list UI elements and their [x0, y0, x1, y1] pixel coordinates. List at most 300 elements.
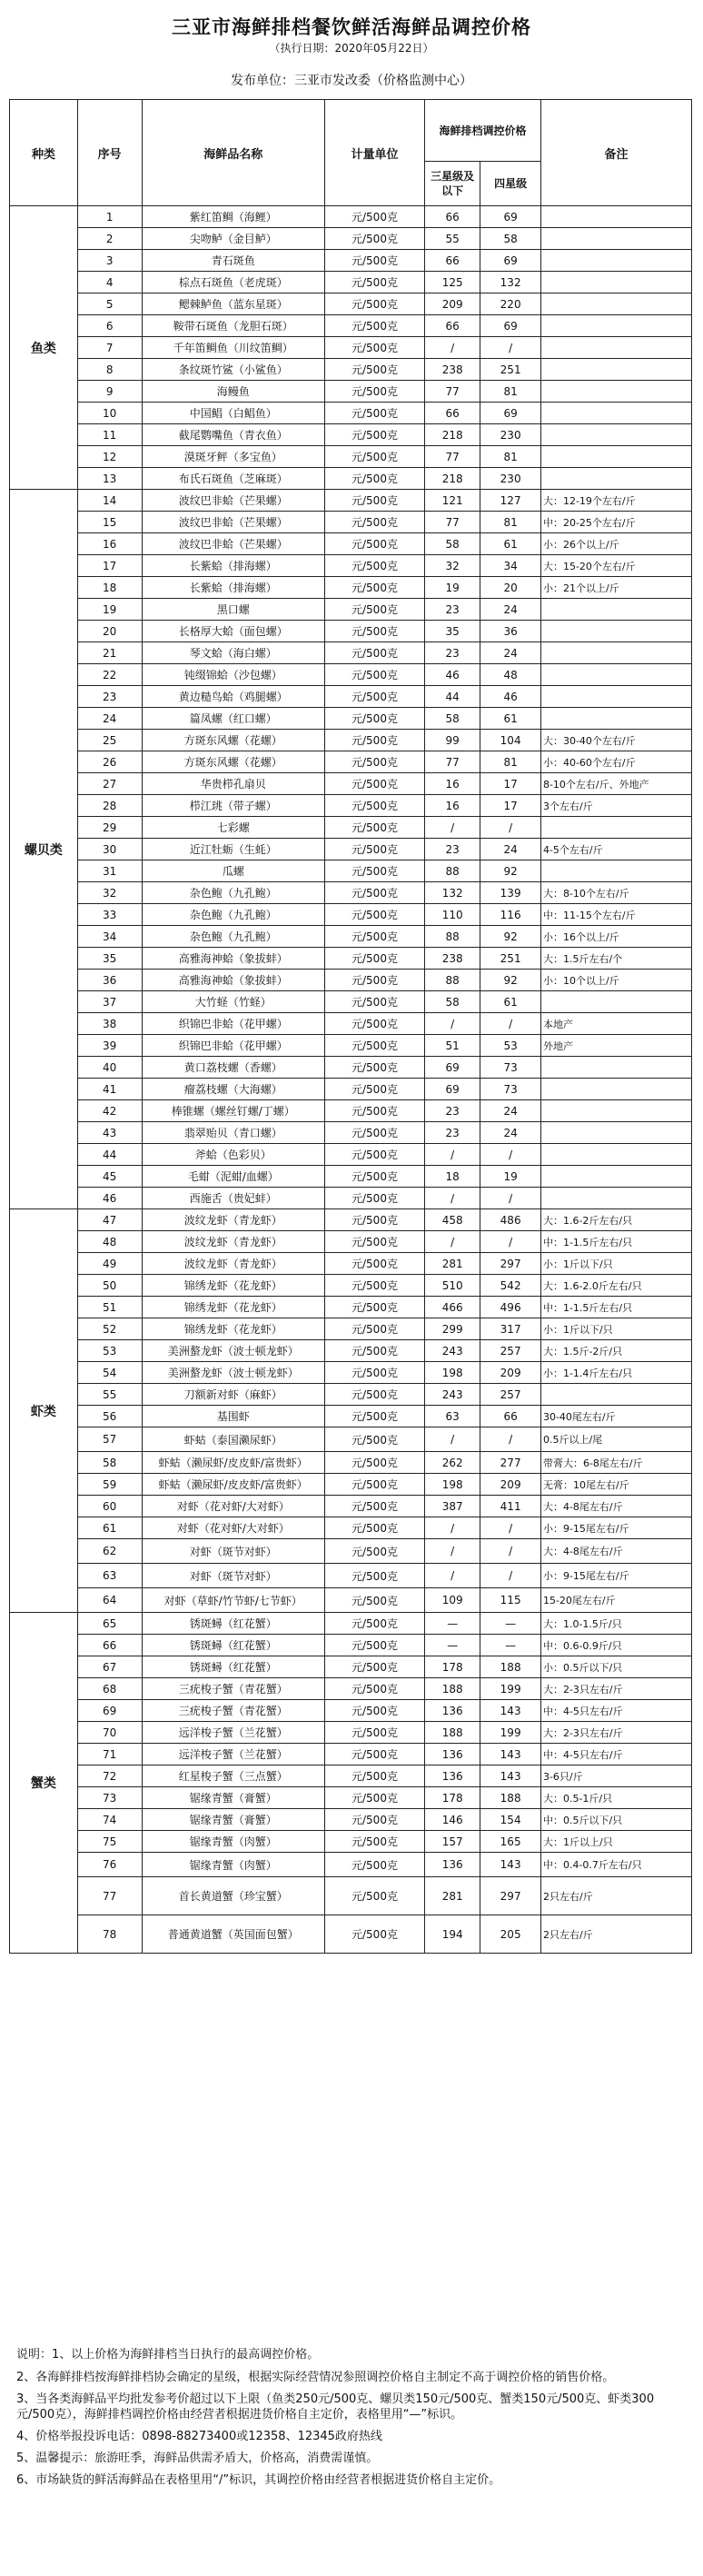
row-price-four-star: 165	[480, 1831, 541, 1853]
table-row	[10, 1831, 692, 1853]
row-unit: 元/500克	[324, 1144, 424, 1166]
row-unit: 元/500克	[324, 1166, 424, 1188]
note-line: 6、市场缺货的鲜活海鲜品在表格里用“/”标识，其调控价格由经营者根据进货价格自主定价。	[16, 2473, 501, 2487]
row-price-four-star: 24	[480, 1122, 541, 1144]
row-price-four-star: 251	[480, 948, 541, 970]
row-no: 52	[77, 1318, 142, 1340]
table-row	[10, 708, 692, 730]
row-remark: 8-10个左右/斤、外地产	[540, 773, 691, 795]
row-name: 对虾（斑节对虾）	[142, 1564, 324, 1588]
row-name: 三疣梭子蟹（青花蟹）	[142, 1700, 324, 1722]
row-no: 76	[77, 1853, 142, 1877]
row-name: 锦绣龙虾（花龙虾）	[142, 1297, 324, 1318]
table-row	[10, 599, 692, 621]
row-price-four-star: 69	[480, 206, 541, 228]
row-no: 33	[77, 904, 142, 926]
table-row	[10, 1209, 692, 1231]
row-unit: 元/500克	[324, 1831, 424, 1853]
row-price-three-star: /	[425, 1427, 480, 1452]
row-remark	[540, 621, 691, 642]
row-no: 41	[77, 1079, 142, 1100]
row-remark	[540, 1166, 691, 1188]
row-name: 鳃棘鲈鱼（蓝东星斑）	[142, 293, 324, 315]
row-price-three-star: 32	[425, 555, 480, 577]
row-price-three-star: 136	[425, 1700, 480, 1722]
row-price-three-star: 110	[425, 904, 480, 926]
row-name: 基围虾	[142, 1406, 324, 1427]
note-line: 2、各海鲜排档按海鲜排档协会确定的星级，根据实际经营情况参照调控价格自主制定不高于调控价格的销售价格。	[16, 2371, 615, 2384]
row-price-three-star: 281	[425, 1253, 480, 1275]
row-price-four-star: 58	[480, 228, 541, 250]
row-remark: 15-20尾左右/斤	[540, 1588, 691, 1613]
table-row	[10, 926, 692, 948]
row-name: 高雅海神蛤（象拔蚌）	[142, 970, 324, 991]
row-remark: 中：0.6-0.9斤/只	[540, 1635, 691, 1656]
row-name: 波纹巴非蛤（芒果螺）	[142, 512, 324, 533]
row-name: 远洋梭子蟹（兰花蟹）	[142, 1722, 324, 1744]
table-row	[10, 228, 692, 250]
row-name: 琴文蛤（海白螺）	[142, 642, 324, 664]
table-row	[10, 293, 692, 315]
row-no: 15	[77, 512, 142, 533]
table-row	[10, 359, 692, 381]
row-price-three-star: 157	[425, 1831, 480, 1853]
row-price-three-star: 458	[425, 1209, 480, 1231]
row-remark: 小：1斤以下/只	[540, 1253, 691, 1275]
row-name: 波纹龙虾（青龙虾）	[142, 1209, 324, 1231]
row-unit: 元/500克	[324, 1452, 424, 1474]
row-price-four-star: 230	[480, 468, 541, 490]
category-label: 虾类	[10, 1209, 78, 1613]
row-remark: 小：10个以上/斤	[540, 970, 691, 991]
row-unit: 元/500克	[324, 1496, 424, 1517]
row-unit: 元/500克	[324, 293, 424, 315]
row-remark	[540, 817, 691, 839]
row-remark: 3-6只/斤	[540, 1765, 691, 1787]
row-name: 对虾（花对虾/大对虾）	[142, 1496, 324, 1517]
row-no: 47	[77, 1209, 142, 1231]
row-name: 漠斑牙鲆（多宝鱼）	[142, 446, 324, 468]
row-price-four-star: 257	[480, 1340, 541, 1362]
row-remark: 大：1.5斤左右/个	[540, 948, 691, 970]
row-price-four-star: 20	[480, 577, 541, 599]
row-name: 锈斑蟳（红花蟹）	[142, 1656, 324, 1678]
row-price-four-star: 188	[480, 1787, 541, 1809]
row-name: 织锦巴非蛤（花甲螺）	[142, 1013, 324, 1035]
row-no: 2	[77, 228, 142, 250]
row-price-three-star: 178	[425, 1656, 480, 1678]
row-unit: 元/500克	[324, 403, 424, 424]
row-unit: 元/500克	[324, 1915, 424, 1954]
row-price-four-star: 81	[480, 751, 541, 773]
row-price-three-star: 66	[425, 315, 480, 337]
row-price-four-star: 61	[480, 533, 541, 555]
row-price-three-star: 23	[425, 642, 480, 664]
row-remark: 大：4-8尾左右/斤	[540, 1539, 691, 1564]
row-no: 17	[77, 555, 142, 577]
row-price-three-star: 77	[425, 751, 480, 773]
table-row	[10, 446, 692, 468]
row-price-three-star: /	[425, 1013, 480, 1035]
row-no: 8	[77, 359, 142, 381]
row-unit: 元/500克	[324, 1809, 424, 1831]
row-no: 39	[77, 1035, 142, 1057]
row-name: 瓜螺	[142, 860, 324, 882]
row-price-four-star: 92	[480, 970, 541, 991]
row-price-three-star: /	[425, 1231, 480, 1253]
row-no: 72	[77, 1765, 142, 1787]
row-unit: 元/500克	[324, 1231, 424, 1253]
row-no: 16	[77, 533, 142, 555]
table-row	[10, 1340, 692, 1362]
row-unit: 元/500克	[324, 926, 424, 948]
row-unit: 元/500克	[324, 1406, 424, 1427]
row-price-three-star: 35	[425, 621, 480, 642]
row-price-four-star: 92	[480, 860, 541, 882]
row-price-three-star: 66	[425, 403, 480, 424]
row-name: 华贵栉孔扇贝	[142, 773, 324, 795]
table-row	[10, 555, 692, 577]
note-line: 说明：1、以上价格为海鲜排档当日执行的最高调控价格。	[16, 2348, 320, 2362]
table-row	[10, 1787, 692, 1809]
row-remark: 小：1斤以下/只	[540, 1318, 691, 1340]
row-no: 56	[77, 1406, 142, 1427]
row-unit: 元/500克	[324, 1318, 424, 1340]
table-row	[10, 1166, 692, 1188]
row-name: 长紫蛤（排海螺）	[142, 577, 324, 599]
header-unit: 计量单位	[324, 100, 424, 206]
row-remark	[540, 250, 691, 272]
row-price-four-star: 297	[480, 1253, 541, 1275]
row-remark: 30-40尾左右/斤	[540, 1406, 691, 1427]
row-name: 棒锥螺（螺丝钉螺/丁螺）	[142, 1100, 324, 1122]
row-remark	[540, 228, 691, 250]
row-no: 22	[77, 664, 142, 686]
row-no: 42	[77, 1100, 142, 1122]
row-name: 织锦巴非蛤（花甲螺）	[142, 1035, 324, 1057]
row-price-three-star: 125	[425, 272, 480, 293]
row-price-three-star: 466	[425, 1297, 480, 1318]
row-price-three-star: 243	[425, 1384, 480, 1406]
row-price-three-star: 19	[425, 577, 480, 599]
row-remark: 大：1.0-1.5斤/只	[540, 1613, 691, 1635]
table-row	[10, 839, 692, 860]
table-row	[10, 1253, 692, 1275]
table-row	[10, 1100, 692, 1122]
row-no: 44	[77, 1144, 142, 1166]
table-row	[10, 664, 692, 686]
row-unit: 元/500克	[324, 642, 424, 664]
row-price-four-star: 116	[480, 904, 541, 926]
table-row	[10, 751, 692, 773]
row-name: 方斑东风螺（花螺）	[142, 751, 324, 773]
table-row	[10, 730, 692, 751]
header-three-star: 三星级及以下	[425, 162, 480, 206]
row-name: 西施舌（贵妃蚌）	[142, 1188, 324, 1209]
row-unit: 元/500克	[324, 991, 424, 1013]
row-remark: 本地产	[540, 1013, 691, 1035]
row-unit: 元/500克	[324, 1297, 424, 1318]
row-price-three-star: 88	[425, 970, 480, 991]
table-row	[10, 1722, 692, 1744]
row-name: 锦绣龙虾（花龙虾）	[142, 1275, 324, 1297]
row-unit: 元/500克	[324, 1656, 424, 1678]
row-name: 千年笛鲷鱼（川纹笛鲷）	[142, 337, 324, 359]
row-name: 海鳗鱼	[142, 381, 324, 403]
table-row	[10, 970, 692, 991]
row-price-four-star: /	[480, 1427, 541, 1452]
row-no: 28	[77, 795, 142, 817]
row-unit: 元/500克	[324, 206, 424, 228]
table-row	[10, 621, 692, 642]
row-price-four-star: /	[480, 1144, 541, 1166]
row-remark	[540, 708, 691, 730]
row-price-three-star: 188	[425, 1722, 480, 1744]
row-price-four-star: 46	[480, 686, 541, 708]
row-price-four-star: /	[480, 337, 541, 359]
row-price-four-star: 81	[480, 446, 541, 468]
row-name: 波纹龙虾（青龙虾）	[142, 1253, 324, 1275]
row-price-three-star: 387	[425, 1496, 480, 1517]
row-no: 24	[77, 708, 142, 730]
row-no: 60	[77, 1496, 142, 1517]
row-name: 截尾鹦嘴鱼（青衣鱼）	[142, 424, 324, 446]
row-remark	[540, 381, 691, 403]
row-remark: 中：0.5斤以下/只	[540, 1809, 691, 1831]
row-remark	[540, 1122, 691, 1144]
row-remark	[540, 860, 691, 882]
row-unit: 元/500克	[324, 424, 424, 446]
row-unit: 元/500克	[324, 1188, 424, 1209]
row-remark: 中：4-5只左右/斤	[540, 1700, 691, 1722]
row-unit: 元/500克	[324, 1539, 424, 1564]
row-price-four-star: /	[480, 1231, 541, 1253]
row-unit: 元/500克	[324, 315, 424, 337]
row-unit: 元/500克	[324, 577, 424, 599]
table-row	[10, 1144, 692, 1166]
row-no: 18	[77, 577, 142, 599]
row-price-three-star: 243	[425, 1340, 480, 1362]
row-unit: 元/500克	[324, 904, 424, 926]
header-name: 海鲜品名称	[142, 100, 324, 206]
row-price-three-star: 178	[425, 1787, 480, 1809]
table-row	[10, 817, 692, 839]
table-row	[10, 424, 692, 446]
row-unit: 元/500克	[324, 1564, 424, 1588]
notes-section	[16, 2347, 688, 2494]
row-remark: 小：16个以上/斤	[540, 926, 691, 948]
row-no: 59	[77, 1474, 142, 1496]
row-remark: 2只左右/斤	[540, 1877, 691, 1915]
row-no: 40	[77, 1057, 142, 1079]
row-price-four-star: 143	[480, 1853, 541, 1877]
row-unit: 元/500克	[324, 751, 424, 773]
row-remark: 小：26个以上/斤	[540, 533, 691, 555]
row-no: 51	[77, 1297, 142, 1318]
row-price-three-star: 88	[425, 860, 480, 882]
row-remark: 带膏大：6-8尾左右/斤	[540, 1452, 691, 1474]
row-name: 方斑东风螺（花螺）	[142, 730, 324, 751]
row-remark: 大：8-10个左右/斤	[540, 882, 691, 904]
table-row	[10, 272, 692, 293]
row-name: 棕点石斑鱼（老虎斑）	[142, 272, 324, 293]
row-price-four-star: 143	[480, 1744, 541, 1765]
row-price-four-star: 154	[480, 1809, 541, 1831]
row-name: 锯缘青蟹（肉蟹）	[142, 1853, 324, 1877]
row-no: 3	[77, 250, 142, 272]
row-name: 栉江珧（带子螺）	[142, 795, 324, 817]
row-unit: 元/500克	[324, 1013, 424, 1035]
row-no: 11	[77, 424, 142, 446]
row-name: 杂色鲍（九孔鲍）	[142, 882, 324, 904]
row-price-three-star: 281	[425, 1877, 480, 1915]
row-name: 鞍带石斑鱼（龙胆石斑）	[142, 315, 324, 337]
row-unit: 元/500克	[324, 1517, 424, 1539]
document-title: 三亚市海鲜排档餐饮鲜活海鲜品调控价格	[172, 16, 531, 38]
table-row	[10, 773, 692, 795]
table-row	[10, 1188, 692, 1209]
row-no: 34	[77, 926, 142, 948]
row-price-four-star: —	[480, 1613, 541, 1635]
row-unit: 元/500克	[324, 490, 424, 512]
note-line: 3、当各类海鲜品平均批发参考价超过以下上限（鱼类250元/500克、螺贝类150元/500克、蟹类150元/500克、虾类300元/500克），海鲜排档调控价格由经营者根据进货价格自主定价，表格里用“—”标识。	[16, 2392, 655, 2422]
row-no: 38	[77, 1013, 142, 1035]
row-price-four-star: 48	[480, 664, 541, 686]
row-no: 31	[77, 860, 142, 882]
row-name: 波纹巴非蛤（芒果螺）	[142, 533, 324, 555]
row-unit: 元/500克	[324, 250, 424, 272]
row-name: 远洋梭子蟹（兰花蟹）	[142, 1744, 324, 1765]
row-remark	[540, 1079, 691, 1100]
row-unit: 元/500克	[324, 773, 424, 795]
table-row	[10, 686, 692, 708]
row-price-four-star: 61	[480, 991, 541, 1013]
row-no: 32	[77, 882, 142, 904]
table-row	[10, 1877, 692, 1915]
row-unit: 元/500克	[324, 272, 424, 293]
row-name: 近江牡蛎（生蚝）	[142, 839, 324, 860]
row-remark: 中：11-15个左右/斤	[540, 904, 691, 926]
row-name: 对虾（花对虾/大对虾）	[142, 1517, 324, 1539]
row-no: 58	[77, 1452, 142, 1474]
row-price-four-star: 220	[480, 293, 541, 315]
row-no: 65	[77, 1613, 142, 1635]
row-price-four-star: 81	[480, 381, 541, 403]
table-row	[10, 1013, 692, 1035]
row-price-four-star: 199	[480, 1722, 541, 1744]
row-remark	[540, 359, 691, 381]
row-price-three-star: 238	[425, 948, 480, 970]
row-unit: 元/500克	[324, 664, 424, 686]
table-row	[10, 1427, 692, 1452]
row-price-three-star: /	[425, 1517, 480, 1539]
row-unit: 元/500克	[324, 533, 424, 555]
row-remark	[540, 991, 691, 1013]
row-no: 61	[77, 1517, 142, 1539]
row-no: 64	[77, 1588, 142, 1613]
table-row	[10, 1406, 692, 1427]
row-no: 63	[77, 1564, 142, 1588]
header-price-group: 海鲜排档调控价格	[425, 100, 541, 162]
row-unit: 元/500克	[324, 555, 424, 577]
row-remark: 大：4-8尾左右/斤	[540, 1496, 691, 1517]
row-remark: 大：1.5斤-2斤/只	[540, 1340, 691, 1362]
row-name: 斧蛤（色彩贝）	[142, 1144, 324, 1166]
row-price-three-star: 218	[425, 424, 480, 446]
row-price-three-star: 23	[425, 1100, 480, 1122]
table-row	[10, 904, 692, 926]
row-name: 红星梭子蟹（三点蟹）	[142, 1765, 324, 1787]
row-price-three-star: /	[425, 1564, 480, 1588]
row-no: 43	[77, 1122, 142, 1144]
table-row	[10, 315, 692, 337]
table-row	[10, 490, 692, 512]
row-no: 10	[77, 403, 142, 424]
row-price-four-star: 486	[480, 1209, 541, 1231]
table-row	[10, 1362, 692, 1384]
table-row	[10, 1057, 692, 1079]
row-remark	[540, 1384, 691, 1406]
row-unit: 元/500克	[324, 970, 424, 991]
category-label: 蟹类	[10, 1613, 78, 1954]
row-unit: 元/500克	[324, 1635, 424, 1656]
row-no: 1	[77, 206, 142, 228]
row-price-four-star: /	[480, 1013, 541, 1035]
row-remark: 无膏：10尾左右/斤	[540, 1474, 691, 1496]
row-remark	[540, 272, 691, 293]
row-price-four-star: 17	[480, 773, 541, 795]
row-name: 对虾（草虾/竹节虾/七节虾）	[142, 1588, 324, 1613]
row-remark: 中：0.4-0.7斤左右/只	[540, 1853, 691, 1877]
row-price-four-star: 230	[480, 424, 541, 446]
row-no: 19	[77, 599, 142, 621]
table-row	[10, 1231, 692, 1253]
row-remark	[540, 686, 691, 708]
table-row	[10, 642, 692, 664]
row-unit: 元/500克	[324, 1722, 424, 1744]
table-row	[10, 795, 692, 817]
row-price-three-star: 209	[425, 293, 480, 315]
row-unit: 元/500克	[324, 337, 424, 359]
row-price-three-star: 58	[425, 991, 480, 1013]
table-row	[10, 1635, 692, 1656]
row-price-three-star: 58	[425, 533, 480, 555]
header-category: 种类	[10, 100, 78, 206]
row-price-three-star: 188	[425, 1678, 480, 1700]
row-price-four-star: 115	[480, 1588, 541, 1613]
row-price-three-star: 136	[425, 1765, 480, 1787]
row-unit: 元/500克	[324, 1474, 424, 1496]
row-price-three-star: 23	[425, 599, 480, 621]
row-price-four-star: 411	[480, 1496, 541, 1517]
row-unit: 元/500克	[324, 1122, 424, 1144]
row-no: 26	[77, 751, 142, 773]
row-remark	[540, 403, 691, 424]
row-name: 锈斑蟳（红花蟹）	[142, 1635, 324, 1656]
row-price-three-star: 18	[425, 1166, 480, 1188]
row-unit: 元/500克	[324, 795, 424, 817]
row-price-four-star: 317	[480, 1318, 541, 1340]
row-remark: 大：1斤以上/只	[540, 1831, 691, 1853]
row-remark	[540, 1100, 691, 1122]
row-remark	[540, 315, 691, 337]
row-name: 长格厚大蛤（面包螺）	[142, 621, 324, 642]
row-price-three-star: 51	[425, 1035, 480, 1057]
row-unit: 元/500克	[324, 730, 424, 751]
row-price-four-star: 81	[480, 512, 541, 533]
row-price-four-star: 143	[480, 1765, 541, 1787]
row-price-three-star: 63	[425, 1406, 480, 1427]
